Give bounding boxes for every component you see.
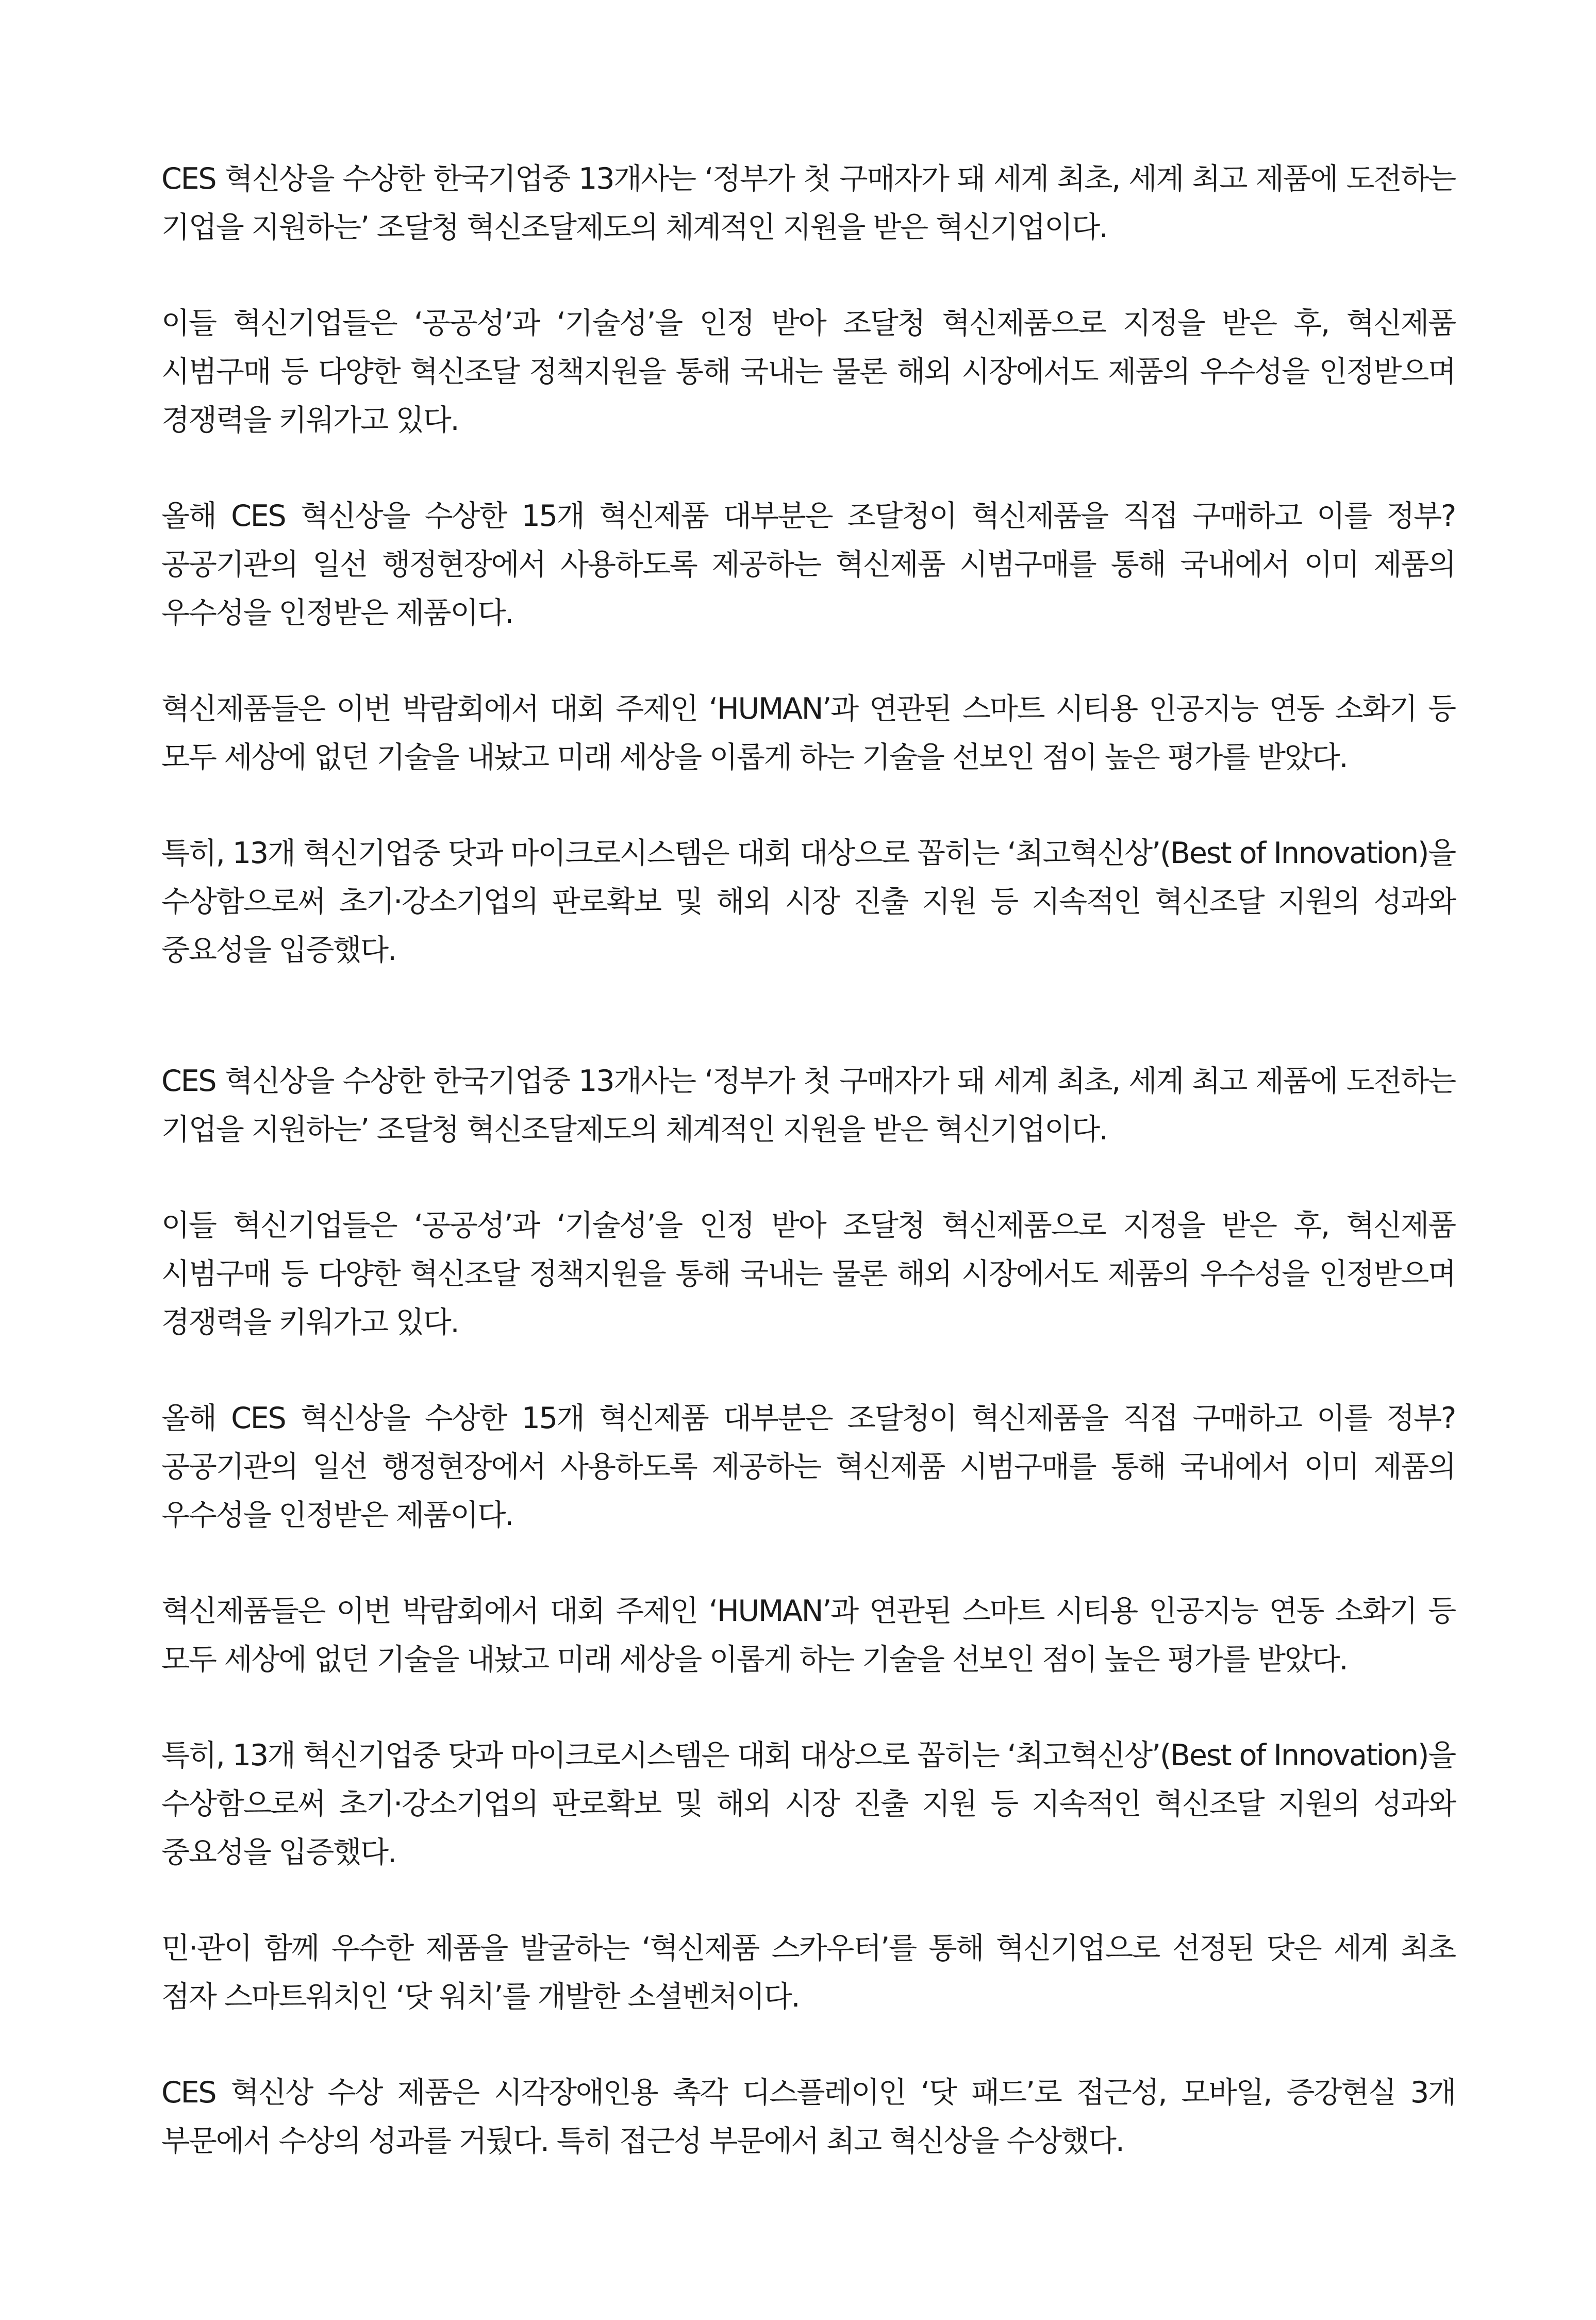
paragraph: CES 혁신상을 수상한 한국기업중 13개사는 ‘정부가 첫 구매자가 돼 세계 최초, 세계 최고 제품에 도전하는 기업을 지원하는’ 조달청 혁신조달제도의 체계적인 지원을 받은 혁신기업이다. [161, 162, 1455, 244]
paragraph: 올해 CES 혁신상을 수상한 15개 혁신제품 대부분은 조달청이 혁신제품을 직접 구매하고 이를 정부?공공기관의 일선 행정현장에서 사용하도록 제공하는 혁신제품 시범구매를 통해 국내에서 이미 제품의 우수성을 인정받은 제품이다. [161, 499, 1455, 630]
paragraph: CES 혁신상 수상 제품은 시각장애인용 촉각 디스플레이인 ‘닷 패드’로 접근성, 모바일, 증강현실 3개 부문에서 수상의 성과를 거뒀다. 특히 접근성 부문에서 최고 혁신상을 수상했다. [161, 2076, 1455, 2158]
paragraph: 이들 혁신기업들은 ‘공공성’과 ‘기술성’을 인정 받아 조달청 혁신제품으로 지정을 받은 후, 혁신제품 시범구매 등 다양한 혁신조달 정책지원을 통해 국내는 물론 해외 시장에서도 제품의 우수성을 인정받으며 경쟁력을 키워가고 있다. [161, 1208, 1455, 1339]
paragraph: 특히, 13개 혁신기업중 닷과 마이크로시스템은 대회 대상으로 꼽히는 ‘최고혁신상’(Best of Innovation)을 수상함으로써 초기·강소기업의 판로확보 및 해외 시장 진출 지원 등 지속적인 혁신조달 지원의 성과와 중요성을 입증했다. [161, 836, 1455, 967]
paragraph: 혁신제품들은 이번 박람회에서 대회 주제인 ‘HUMAN’과 연관된 스마트 시티용 인공지능 연동 소화기 등 모두 세상에 없던 기술을 내놨고 미래 세상을 이롭게 하는 기술을 선보인 점이 높은 평가를 받았다. [161, 1594, 1455, 1677]
paragraph: 올해 CES 혁신상을 수상한 15개 혁신제품 대부분은 조달청이 혁신제품을 직접 구매하고 이를 정부?공공기관의 일선 행정현장에서 사용하도록 제공하는 혁신제품 시범구매를 통해 국내에서 이미 제품의 우수성을 인정받은 제품이다. [161, 1401, 1455, 1532]
paragraph: 이들 혁신기업들은 ‘공공성’과 ‘기술성’을 인정 받아 조달청 혁신제품으로 지정을 받은 후, 혁신제품 시범구매 등 다양한 혁신조달 정책지원을 통해 국내는 물론 해외 시장에서도 제품의 우수성을 인정받으며 경쟁력을 키워가고 있다. [161, 306, 1455, 437]
paragraph: 민·관이 함께 우수한 제품을 발굴하는 ‘혁신제품 스카우터’를 통해 혁신기업으로 선정된 닷은 세계 최초 점자 스마트워치인 ‘닷 워치’를 개발한 소셜벤처이다. [161, 1931, 1455, 2014]
paragraph: 혁신제품들은 이번 박람회에서 대회 주제인 ‘HUMAN’과 연관된 스마트 시티용 인공지능 연동 소화기 등 모두 세상에 없던 기술을 내놨고 미래 세상을 이롭게 하는 기술을 선보인 점이 높은 평가를 받았다. [161, 692, 1455, 774]
article-body [161, 155, 1455, 2213]
paragraph: 특히, 13개 혁신기업중 닷과 마이크로시스템은 대회 대상으로 꼽히는 ‘최고혁신상’(Best of Innovation)을 수상함으로써 초기·강소기업의 판로확보 및 해외 시장 진출 지원 등 지속적인 혁신조달 지원의 성과와 중요성을 입증했다. [161, 1738, 1455, 1869]
paragraph: CES 혁신상을 수상한 한국기업중 13개사는 ‘정부가 첫 구매자가 돼 세계 최초, 세계 최고 제품에 도전하는 기업을 지원하는’ 조달청 혁신조달제도의 체계적인 지원을 받은 혁신기업이다. [161, 1064, 1455, 1147]
